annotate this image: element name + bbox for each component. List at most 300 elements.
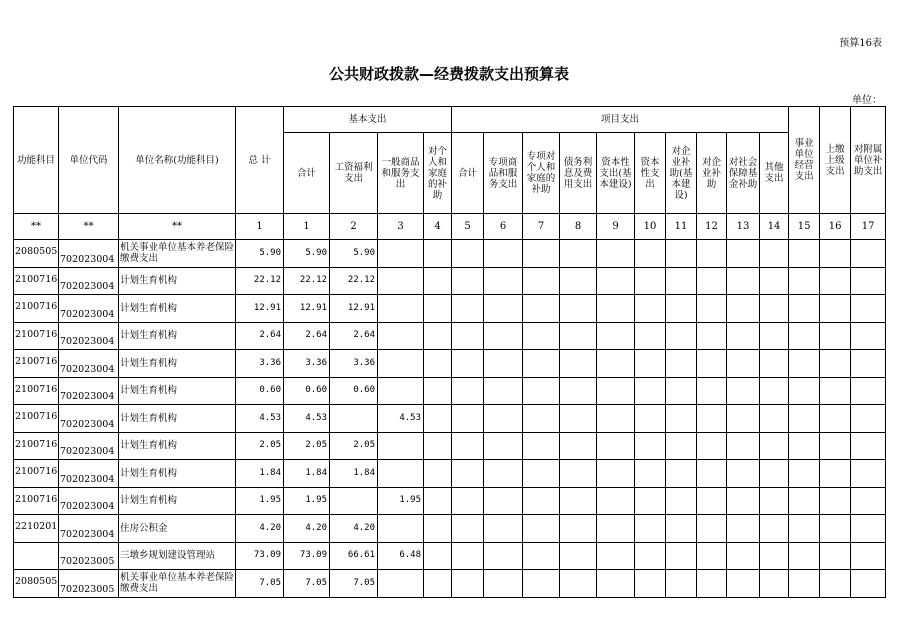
empty-cell — [635, 350, 666, 378]
empty-cell — [851, 405, 886, 433]
empty-cell — [452, 295, 484, 323]
salary-cell: 66.61 — [330, 542, 378, 570]
empty-cell — [727, 295, 760, 323]
unit-name-cell: 计划生育机构 — [119, 460, 236, 488]
basic-sum-cell: 4.20 — [284, 515, 330, 543]
empty-cell — [635, 515, 666, 543]
empty-cell — [666, 322, 697, 350]
empty-cell — [697, 542, 727, 570]
header-proj-sum: 合计 — [452, 133, 484, 214]
basic-sum-cell: 4.53 — [284, 405, 330, 433]
empty-cell — [484, 460, 523, 488]
basic-sum-cell: 2.64 — [284, 322, 330, 350]
unit-code-cell: 702023004 — [59, 432, 119, 460]
empty-cell — [523, 542, 560, 570]
total-cell: 73.09 — [236, 542, 284, 570]
empty-cell — [635, 487, 666, 515]
unit-code-cell: 702023004 — [59, 267, 119, 295]
unit-name-cell: 住房公积金 — [119, 515, 236, 543]
empty-cell — [484, 432, 523, 460]
empty-cell — [560, 377, 597, 405]
func-subject-cell: 2100716 — [14, 350, 59, 378]
func-subject-cell: 2100716 — [14, 405, 59, 433]
index-cell: 13 — [727, 214, 760, 240]
empty-cell — [727, 322, 760, 350]
empty-cell — [597, 240, 635, 268]
empty-cell — [452, 570, 484, 598]
empty-cell — [635, 267, 666, 295]
empty-cell — [424, 405, 452, 433]
header-basic-sum: 合计 — [284, 133, 330, 214]
empty-cell — [484, 240, 523, 268]
empty-cell — [851, 432, 886, 460]
table-row — [14, 515, 886, 543]
empty-cell — [424, 570, 452, 598]
total-cell: 4.20 — [236, 515, 284, 543]
empty-cell — [597, 322, 635, 350]
budget-table — [13, 106, 886, 598]
index-cell: ** — [59, 214, 119, 240]
empty-cell — [452, 515, 484, 543]
goods-cell — [378, 295, 424, 323]
empty-cell — [727, 350, 760, 378]
table-row — [14, 542, 886, 570]
unit-name-cell: 计划生育机构 — [119, 350, 236, 378]
salary-cell: 1.84 — [330, 460, 378, 488]
empty-cell — [560, 267, 597, 295]
empty-cell — [820, 487, 851, 515]
index-cell: 10 — [635, 214, 666, 240]
unit-code-cell: 702023004 — [59, 322, 119, 350]
table-row — [14, 377, 886, 405]
index-cell: 6 — [484, 214, 523, 240]
index-cell: 2 — [330, 214, 378, 240]
empty-cell — [851, 487, 886, 515]
empty-cell — [760, 432, 789, 460]
empty-cell — [635, 542, 666, 570]
basic-sum-cell: 5.90 — [284, 240, 330, 268]
empty-cell — [666, 542, 697, 570]
total-cell: 0.60 — [236, 377, 284, 405]
unit-name-cell: 机关事业单位基本养老保险缴费支出 — [119, 570, 236, 598]
empty-cell — [484, 515, 523, 543]
empty-cell — [597, 515, 635, 543]
func-subject-cell: 2100716 — [14, 377, 59, 405]
index-row — [14, 214, 886, 240]
empty-cell — [697, 377, 727, 405]
basic-sum-cell: 1.84 — [284, 460, 330, 488]
empty-cell — [789, 460, 820, 488]
unit-name-cell: 计划生育机构 — [119, 295, 236, 323]
unit-label: 单位： — [852, 95, 882, 106]
empty-cell — [789, 570, 820, 598]
empty-cell — [424, 240, 452, 268]
index-cell: 8 — [560, 214, 597, 240]
empty-cell — [760, 267, 789, 295]
index-cell: 16 — [820, 214, 851, 240]
goods-cell: 1.95 — [378, 487, 424, 515]
empty-cell — [452, 350, 484, 378]
header-debt: 债务利息及费用支出 — [560, 133, 597, 214]
func-subject-cell: 2210201 — [14, 515, 59, 543]
total-cell: 7.05 — [236, 570, 284, 598]
empty-cell — [523, 267, 560, 295]
empty-cell — [789, 240, 820, 268]
index-cell: 1 — [284, 214, 330, 240]
empty-cell — [523, 240, 560, 268]
index-cell: 17 — [851, 214, 886, 240]
goods-cell — [378, 515, 424, 543]
header-special-goods: 专项商品和服务支出 — [484, 133, 523, 214]
salary-cell: 12.91 — [330, 295, 378, 323]
empty-cell — [523, 487, 560, 515]
empty-cell — [820, 515, 851, 543]
empty-cell — [851, 570, 886, 598]
empty-cell — [851, 515, 886, 543]
empty-cell — [523, 405, 560, 433]
empty-cell — [523, 322, 560, 350]
index-cell: 11 — [666, 214, 697, 240]
empty-cell — [789, 377, 820, 405]
empty-cell — [597, 267, 635, 295]
empty-cell — [452, 322, 484, 350]
empty-cell — [635, 405, 666, 433]
header-social: 对社会保障基金补助 — [727, 133, 760, 214]
empty-cell — [666, 350, 697, 378]
unit-name-cell: 计划生育机构 — [119, 432, 236, 460]
empty-cell — [697, 432, 727, 460]
empty-cell — [424, 350, 452, 378]
basic-sum-cell: 7.05 — [284, 570, 330, 598]
empty-cell — [789, 267, 820, 295]
empty-cell — [851, 460, 886, 488]
empty-cell — [560, 322, 597, 350]
total-cell: 1.95 — [236, 487, 284, 515]
total-cell: 3.36 — [236, 350, 284, 378]
empty-cell — [666, 515, 697, 543]
empty-cell — [597, 432, 635, 460]
empty-cell — [424, 322, 452, 350]
empty-cell — [697, 350, 727, 378]
empty-cell — [484, 542, 523, 570]
empty-cell — [697, 240, 727, 268]
empty-cell — [452, 432, 484, 460]
header-func-subject: 功能科目 — [14, 107, 59, 214]
index-cell: 9 — [597, 214, 635, 240]
empty-cell — [560, 542, 597, 570]
basic-sum-cell: 22.12 — [284, 267, 330, 295]
empty-cell — [597, 377, 635, 405]
header-salary: 工资福利支出 — [330, 133, 378, 214]
unit-code-cell: 702023004 — [59, 515, 119, 543]
empty-cell — [727, 267, 760, 295]
empty-cell — [635, 322, 666, 350]
table-number: 预算16表 — [839, 38, 882, 49]
empty-cell — [597, 295, 635, 323]
empty-cell — [820, 240, 851, 268]
header-unit-code: 单位代码 — [59, 107, 119, 214]
empty-cell — [666, 570, 697, 598]
empty-cell — [666, 295, 697, 323]
unit-code-cell: 702023004 — [59, 405, 119, 433]
empty-cell — [424, 267, 452, 295]
empty-cell — [727, 487, 760, 515]
empty-cell — [424, 460, 452, 488]
empty-cell — [523, 350, 560, 378]
empty-cell — [727, 432, 760, 460]
empty-cell — [820, 267, 851, 295]
empty-cell — [820, 377, 851, 405]
empty-cell — [560, 515, 597, 543]
goods-cell: 4.53 — [378, 405, 424, 433]
empty-cell — [597, 405, 635, 433]
unit-name-cell: 计划生育机构 — [119, 267, 236, 295]
empty-cell — [424, 542, 452, 570]
empty-cell — [666, 405, 697, 433]
empty-cell — [635, 240, 666, 268]
unit-code-cell: 702023005 — [59, 570, 119, 598]
unit-code-cell: 702023005 — [59, 542, 119, 570]
header-capital-basic: 资本性支出(基本建设) — [597, 133, 635, 214]
table-row — [14, 405, 886, 433]
header-subsidiary: 对附属单位补助支出 — [851, 107, 886, 214]
func-subject-cell — [14, 542, 59, 570]
empty-cell — [597, 542, 635, 570]
empty-cell — [523, 460, 560, 488]
header-total: 总 计 — [236, 107, 284, 214]
empty-cell — [820, 405, 851, 433]
table-row — [14, 432, 886, 460]
empty-cell — [697, 267, 727, 295]
index-cell: 14 — [760, 214, 789, 240]
total-cell: 12.91 — [236, 295, 284, 323]
empty-cell — [666, 460, 697, 488]
table-row — [14, 267, 886, 295]
unit-code-cell: 702023004 — [59, 295, 119, 323]
empty-cell — [523, 295, 560, 323]
empty-cell — [560, 405, 597, 433]
unit-code-cell: 702023004 — [59, 487, 119, 515]
table-row — [14, 350, 886, 378]
goods-cell — [378, 377, 424, 405]
empty-cell — [851, 377, 886, 405]
empty-cell — [851, 350, 886, 378]
empty-cell — [820, 322, 851, 350]
empty-cell — [727, 460, 760, 488]
page-title: 公共财政拨款—经费拨款支出预算表 — [328, 65, 569, 83]
empty-cell — [635, 570, 666, 598]
salary-cell: 2.05 — [330, 432, 378, 460]
empty-cell — [597, 487, 635, 515]
empty-cell — [635, 460, 666, 488]
empty-cell — [560, 432, 597, 460]
empty-cell — [635, 432, 666, 460]
empty-cell — [851, 240, 886, 268]
goods-cell — [378, 350, 424, 378]
empty-cell — [635, 377, 666, 405]
empty-cell — [424, 377, 452, 405]
empty-cell — [452, 240, 484, 268]
unit-name-cell: 计划生育机构 — [119, 377, 236, 405]
empty-cell — [789, 405, 820, 433]
empty-cell — [820, 460, 851, 488]
total-cell: 1.84 — [236, 460, 284, 488]
goods-cell — [378, 240, 424, 268]
empty-cell — [697, 460, 727, 488]
total-cell: 22.12 — [236, 267, 284, 295]
empty-cell — [760, 322, 789, 350]
empty-cell — [597, 460, 635, 488]
unit-name-cell: 三墩乡规划建设管理站 — [119, 542, 236, 570]
header-capital: 资本性支出 — [635, 133, 666, 214]
header-special-personal: 专项对个人和家庭的补助 — [523, 133, 560, 214]
table-row — [14, 460, 886, 488]
table-row — [14, 240, 886, 268]
empty-cell — [560, 295, 597, 323]
salary-cell: 22.12 — [330, 267, 378, 295]
index-cell: ** — [14, 214, 59, 240]
empty-cell — [484, 570, 523, 598]
empty-cell — [484, 350, 523, 378]
empty-cell — [727, 240, 760, 268]
index-cell: 15 — [789, 214, 820, 240]
func-subject-cell: 2100716 — [14, 322, 59, 350]
empty-cell — [424, 432, 452, 460]
total-cell: 5.90 — [236, 240, 284, 268]
empty-cell — [484, 322, 523, 350]
empty-cell — [789, 542, 820, 570]
empty-cell — [820, 542, 851, 570]
empty-cell — [523, 515, 560, 543]
basic-sum-cell: 12.91 — [284, 295, 330, 323]
basic-sum-cell: 73.09 — [284, 542, 330, 570]
header-project: 项目支出 — [452, 107, 789, 133]
index-cell: 4 — [424, 214, 452, 240]
empty-cell — [760, 405, 789, 433]
goods-cell — [378, 322, 424, 350]
func-subject-cell: 2100716 — [14, 295, 59, 323]
empty-cell — [424, 515, 452, 543]
empty-cell — [597, 570, 635, 598]
salary-cell — [330, 487, 378, 515]
empty-cell — [484, 487, 523, 515]
func-subject-cell: 2100716 — [14, 432, 59, 460]
table-row — [14, 322, 886, 350]
unit-code-cell: 702023004 — [59, 460, 119, 488]
empty-cell — [523, 377, 560, 405]
table-row — [14, 487, 886, 515]
empty-cell — [666, 267, 697, 295]
index-cell: 3 — [378, 214, 424, 240]
header-enterprise: 对企业补助 — [697, 133, 727, 214]
unit-name-cell: 计划生育机构 — [119, 487, 236, 515]
empty-cell — [560, 460, 597, 488]
empty-cell — [452, 405, 484, 433]
unit-name-cell: 计划生育机构 — [119, 405, 236, 433]
total-cell: 2.64 — [236, 322, 284, 350]
unit-code-cell: 702023004 — [59, 377, 119, 405]
empty-cell — [727, 570, 760, 598]
empty-cell — [666, 240, 697, 268]
empty-cell — [697, 487, 727, 515]
empty-cell — [727, 377, 760, 405]
empty-cell — [452, 460, 484, 488]
empty-cell — [760, 515, 789, 543]
unit-code-cell: 702023004 — [59, 240, 119, 268]
header-basic: 基本支出 — [284, 107, 452, 133]
empty-cell — [635, 295, 666, 323]
empty-cell — [424, 487, 452, 515]
empty-cell — [760, 542, 789, 570]
empty-cell — [523, 432, 560, 460]
empty-cell — [727, 405, 760, 433]
empty-cell — [484, 377, 523, 405]
unit-code-cell: 702023004 — [59, 350, 119, 378]
empty-cell — [727, 542, 760, 570]
header-personal: 对个人和家庭的补助 — [424, 133, 452, 214]
basic-sum-cell: 0.60 — [284, 377, 330, 405]
empty-cell — [697, 322, 727, 350]
goods-cell — [378, 460, 424, 488]
empty-cell — [820, 295, 851, 323]
total-cell: 4.53 — [236, 405, 284, 433]
empty-cell — [452, 377, 484, 405]
empty-cell — [560, 350, 597, 378]
empty-cell — [760, 240, 789, 268]
table-body — [14, 240, 886, 598]
index-cell: ** — [119, 214, 236, 240]
empty-cell — [484, 405, 523, 433]
table-row — [14, 570, 886, 598]
empty-cell — [851, 542, 886, 570]
empty-cell — [666, 432, 697, 460]
empty-cell — [760, 350, 789, 378]
salary-cell: 3.36 — [330, 350, 378, 378]
salary-cell — [330, 405, 378, 433]
salary-cell: 2.64 — [330, 322, 378, 350]
empty-cell — [760, 377, 789, 405]
empty-cell — [789, 322, 820, 350]
goods-cell — [378, 570, 424, 598]
index-cell: 1 — [236, 214, 284, 240]
empty-cell — [560, 570, 597, 598]
empty-cell — [851, 295, 886, 323]
goods-cell — [378, 267, 424, 295]
salary-cell: 7.05 — [330, 570, 378, 598]
empty-cell — [452, 542, 484, 570]
empty-cell — [851, 267, 886, 295]
empty-cell — [820, 432, 851, 460]
empty-cell — [820, 570, 851, 598]
salary-cell: 5.90 — [330, 240, 378, 268]
empty-cell — [820, 350, 851, 378]
empty-cell — [697, 515, 727, 543]
func-subject-cell: 2100716 — [14, 460, 59, 488]
basic-sum-cell: 1.95 — [284, 487, 330, 515]
empty-cell — [760, 570, 789, 598]
empty-cell — [452, 487, 484, 515]
goods-cell — [378, 432, 424, 460]
func-subject-cell: 2080505 — [14, 240, 59, 268]
func-subject-cell: 2100716 — [14, 487, 59, 515]
empty-cell — [760, 295, 789, 323]
func-subject-cell: 2100716 — [14, 267, 59, 295]
empty-cell — [697, 295, 727, 323]
empty-cell — [666, 487, 697, 515]
header-other: 其他支出 — [760, 133, 789, 214]
header-unit-name: 单位名称(功能科目) — [119, 107, 236, 214]
unit-name-cell: 机关事业单位基本养老保险缴费支出 — [119, 240, 236, 268]
